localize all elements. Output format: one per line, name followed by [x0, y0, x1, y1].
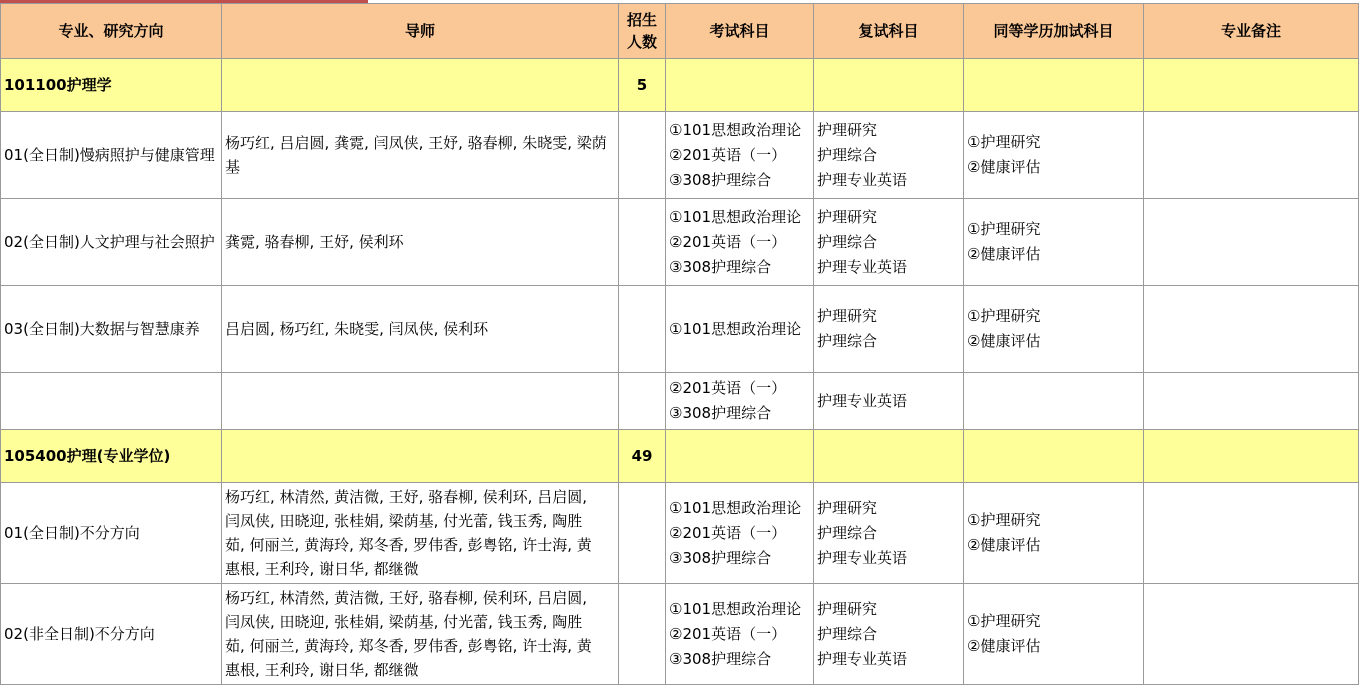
note-cell	[1144, 584, 1359, 685]
header-note: 专业备注	[1144, 4, 1359, 59]
tutor-line: 杨巧红, 林清然, 黄洁微, 王妤, 骆春柳, 侯利环, 吕启圆,	[225, 589, 587, 607]
extra-subjects	[964, 584, 1144, 685]
exam-subjects	[666, 199, 814, 286]
header-direction: 专业、研究方向	[1, 4, 222, 59]
exam-subject: ②201英语（一）	[669, 379, 787, 397]
exam-subjects	[666, 286, 814, 373]
retest-subject: 护理综合	[817, 145, 878, 164]
note-cell	[1144, 483, 1359, 584]
table-row	[1, 584, 1359, 685]
tutor-line: 闫凤侠, 田晓迎, 张桂娟, 梁荫基, 付光蕾, 钱玉秀, 陶胜	[225, 512, 583, 530]
quota-cell	[619, 112, 666, 199]
tutor-line: 茹, 何丽兰, 黄海玲, 郑冬香, 罗伟香, 彭粤铭, 许士海, 黄	[225, 637, 592, 655]
tutor-line: 惠根, 王利玲, 谢日华, 都继微	[225, 661, 419, 679]
retest-subjects	[814, 483, 964, 584]
major-name: 101100护理学	[1, 59, 222, 112]
major-note-cell	[1144, 430, 1359, 483]
tutor-list: 龚霓, 骆春柳, 王妤, 侯利环	[222, 199, 619, 286]
direction-name: 02(非全日制)不分方向	[1, 584, 222, 685]
major-name: 105400护理(专业学位)	[1, 430, 222, 483]
major-row	[1, 430, 1359, 483]
exam-subjects	[666, 584, 814, 685]
extra-subjects	[964, 483, 1144, 584]
retest-subjects	[814, 373, 964, 430]
extra-subject: ②健康评估	[967, 332, 1041, 350]
retest-subject: 护理专业英语	[817, 391, 908, 410]
exam-subject: ①101思想政治理论	[669, 319, 802, 338]
major-count: 5	[619, 59, 666, 112]
exam-subject: ①101思想政治理论	[669, 498, 802, 517]
retest-subject: 护理综合	[817, 523, 878, 542]
note-cell	[1144, 112, 1359, 199]
retest-subjects	[814, 199, 964, 286]
direction-name: 01(全日制)慢病照护与健康管理	[1, 112, 222, 199]
tutor-list: 杨巧红, 吕启圆, 龚霓, 闫凤侠, 王妤, 骆春柳, 朱晓雯, 梁荫基	[222, 112, 619, 199]
header-extra: 同等学历加试科目	[964, 4, 1144, 59]
major-note-cell	[1144, 59, 1359, 112]
retest-subject: 护理研究	[817, 599, 878, 618]
tutor-list: 吕启圆, 杨巧红, 朱晓雯, 闫凤侠, 侯利环	[222, 286, 619, 373]
quota-cell	[619, 483, 666, 584]
header-retest: 复试科目	[814, 4, 964, 59]
extra-subject: ②健康评估	[967, 245, 1041, 263]
quota-cell	[619, 373, 666, 430]
tutor-list	[222, 584, 619, 685]
header-quota-line1: 招生	[626, 11, 657, 29]
exam-subjects	[666, 373, 814, 430]
major-tutor-cell	[222, 430, 619, 483]
retest-subject: 护理专业英语	[817, 649, 908, 668]
tutor-line: 杨巧红, 林清然, 黄洁微, 王妤, 骆春柳, 侯利环, 吕启圆,	[225, 488, 587, 506]
retest-subject: 护理研究	[817, 498, 878, 517]
exam-subject: ②201英语（一）	[669, 523, 787, 542]
header-row	[1, 4, 1359, 59]
retest-subject: 护理研究	[817, 307, 878, 325]
exam-subject: ③308护理综合	[669, 257, 772, 276]
major-count: 49	[619, 430, 666, 483]
retest-subject: 护理专业英语	[817, 257, 908, 276]
tutor-line: 惠根, 王利玲, 谢日华, 都继微	[225, 560, 419, 578]
exam-subjects	[666, 483, 814, 584]
header-quota	[619, 4, 666, 59]
extra-subject: ①护理研究	[967, 511, 1041, 529]
exam-subject: ③308护理综合	[669, 548, 772, 567]
extra-subject: ②健康评估	[967, 536, 1041, 554]
exam-subject: ②201英语（一）	[669, 232, 787, 251]
direction-name: 02(全日制)人文护理与社会照护	[1, 199, 222, 286]
tutor-line: 闫凤侠, 田晓迎, 张桂娟, 梁荫基, 付光蕾, 钱玉秀, 陶胜	[225, 613, 583, 631]
quota-cell	[619, 286, 666, 373]
exam-subject: ①101思想政治理论	[669, 207, 802, 226]
extra-subject: ①护理研究	[967, 133, 1041, 151]
retest-subjects	[814, 286, 964, 373]
header-exam: 考试科目	[666, 4, 814, 59]
extra-subject: ①护理研究	[967, 220, 1041, 238]
tutor-line: 茹, 何丽兰, 黄海玲, 郑冬香, 罗伟香, 彭粤铭, 许士海, 黄	[225, 536, 592, 554]
exam-subject: ③308护理综合	[669, 170, 772, 189]
exam-subjects	[666, 112, 814, 199]
extra-subjects	[964, 286, 1144, 373]
header-quota-line2: 人数	[626, 33, 657, 51]
retest-subject: 护理综合	[817, 332, 878, 350]
major-tutor-cell	[222, 59, 619, 112]
header-tutor: 导师	[222, 4, 619, 59]
retest-subject: 护理专业英语	[817, 170, 908, 189]
major-exam-cell	[666, 430, 814, 483]
table-row	[1, 373, 1359, 430]
exam-subject: ②201英语（一）	[669, 145, 787, 164]
table-row	[1, 112, 1359, 199]
major-extra-cell	[964, 430, 1144, 483]
extra-subject: ①护理研究	[967, 612, 1041, 630]
note-cell	[1144, 286, 1359, 373]
major-row	[1, 59, 1359, 112]
table-row	[1, 286, 1359, 373]
extra-subject: ②健康评估	[967, 637, 1041, 655]
exam-subject: ③308护理综合	[669, 404, 772, 422]
major-exam-cell	[666, 59, 814, 112]
retest-subject: 护理专业英语	[817, 548, 908, 567]
extra-subject: ①护理研究	[967, 307, 1041, 325]
exam-subject: ①101思想政治理论	[669, 599, 802, 618]
tutor-list	[222, 373, 619, 430]
exam-subject: ③308护理综合	[669, 649, 772, 668]
retest-subjects	[814, 584, 964, 685]
quota-cell	[619, 584, 666, 685]
extra-subjects	[964, 199, 1144, 286]
retest-subjects	[814, 112, 964, 199]
admissions-table	[0, 3, 1359, 685]
quota-cell	[619, 199, 666, 286]
direction-name	[1, 373, 222, 430]
exam-subject: ②201英语（一）	[669, 624, 787, 643]
table-row	[1, 483, 1359, 584]
major-extra-cell	[964, 59, 1144, 112]
retest-subject: 护理综合	[817, 232, 878, 251]
extra-subjects	[964, 373, 1144, 430]
retest-subject: 护理研究	[817, 207, 878, 226]
major-retest-cell	[814, 59, 964, 112]
retest-subject: 护理研究	[817, 120, 878, 139]
tutor-list	[222, 483, 619, 584]
extra-subject: ②健康评估	[967, 158, 1041, 176]
direction-name: 01(全日制)不分方向	[1, 483, 222, 584]
major-retest-cell	[814, 430, 964, 483]
table-row	[1, 199, 1359, 286]
note-cell	[1144, 373, 1359, 430]
extra-subjects	[964, 112, 1144, 199]
retest-subject: 护理综合	[817, 624, 878, 643]
exam-subject: ①101思想政治理论	[669, 120, 802, 139]
direction-name: 03(全日制)大数据与智慧康养	[1, 286, 222, 373]
note-cell	[1144, 199, 1359, 286]
